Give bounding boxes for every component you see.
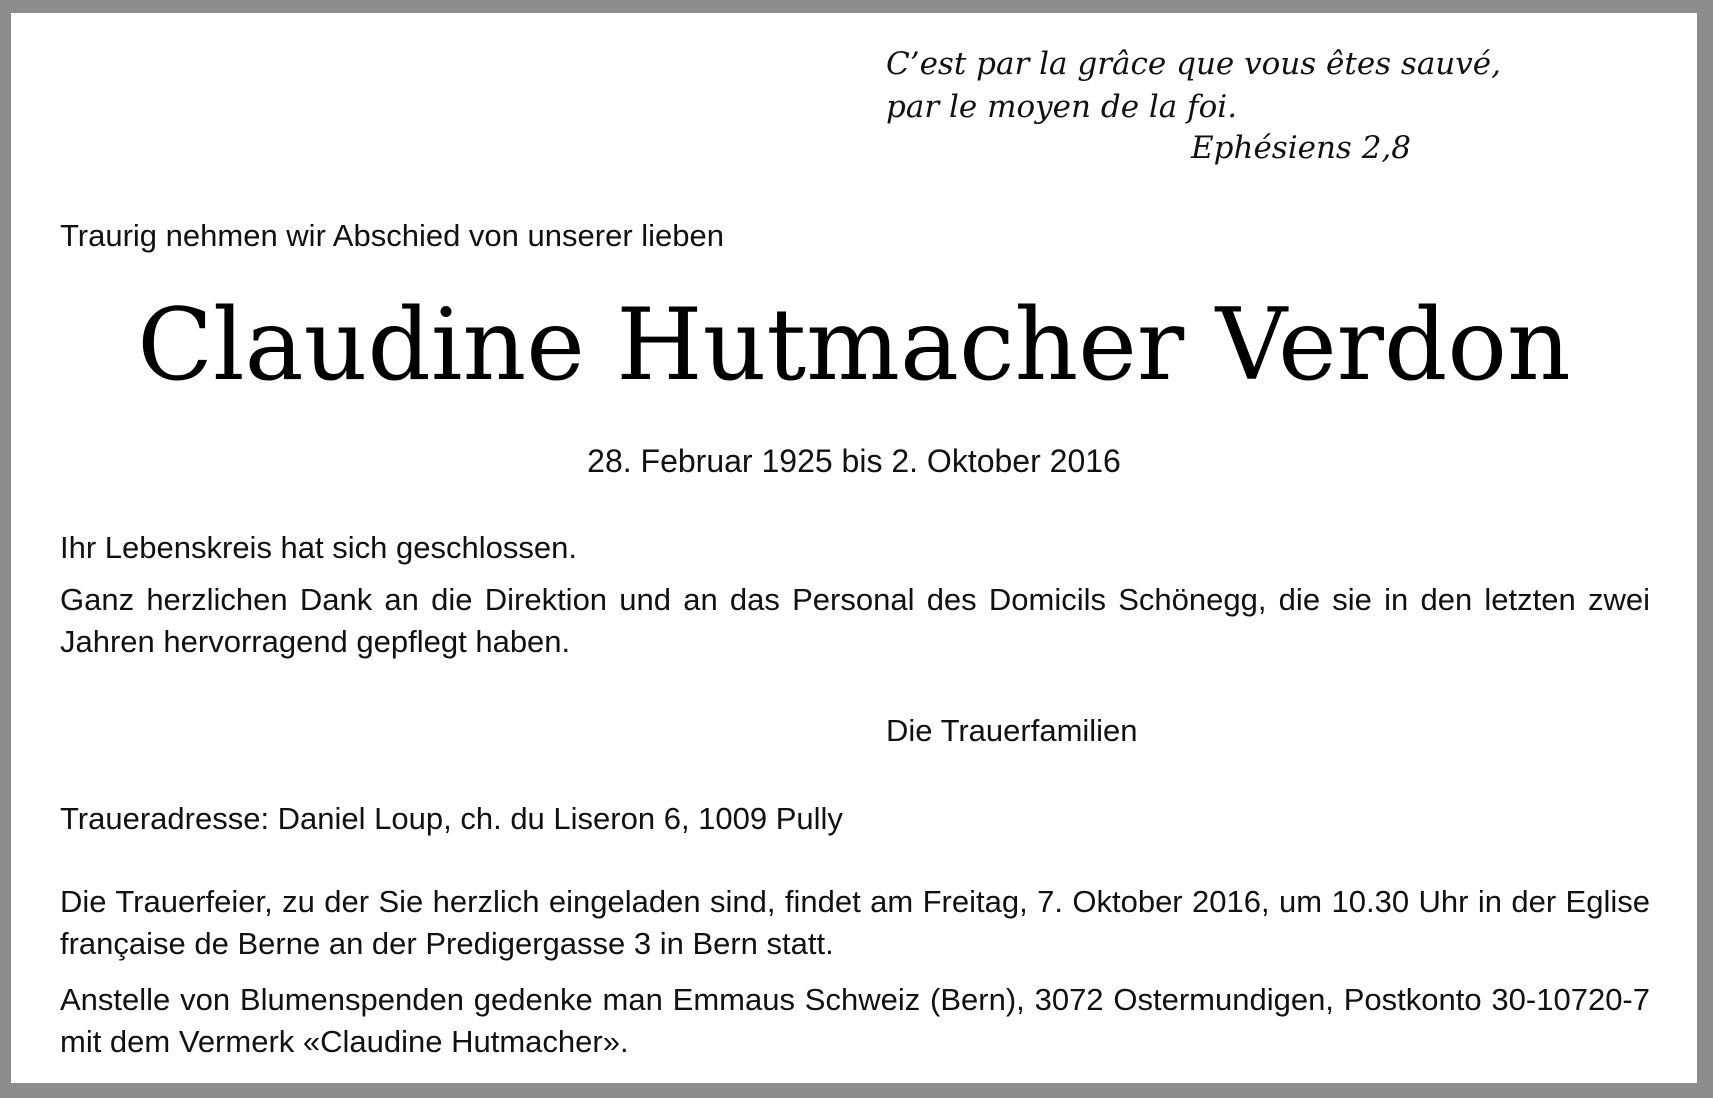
life-circle-text: Ihr Lebenskreis hat sich geschlossen. [60, 530, 577, 565]
obituary-card [11, 13, 1697, 1083]
mourning-address: Traueradresse: Daniel Loup, ch. du Liseron 6, 1009 Pully [60, 801, 843, 836]
signature-families: Die Trauerfamilien [886, 713, 1138, 748]
deceased-name: Claudine Hutmacher Verdon [137, 288, 1571, 403]
life-dates: 28. Februar 1925 bis 2. Oktober 2016 [587, 443, 1121, 479]
donations-text: Anstelle von Blumenspenden gedenke man Emmaus Schweiz (Bern), 3072 Ostermundigen, Postkonto 30-10720-7 mit dem Vermerk «Claudine Hutmacher». [60, 982, 1650, 1059]
verse-reference: Ephésiens 2,8 [1191, 130, 1411, 166]
bible-verse [886, 43, 1501, 170]
thanks-text: Ganz herzlichen Dank an die Direktion und an das Personal des Domicils Schönegg, die sie in den letzten zwei Jahren hervorragend gepflegt haben. [60, 582, 1650, 659]
ceremony-text: Die Trauerfeier, zu der Sie herzlich eingeladen sind, findet am Freitag, 7. Oktober 2016, um 10.30 Uhr in der Eglise française de Berne an der Predigergasse 3 in Bern statt. [60, 884, 1650, 961]
intro-text: Traurig nehmen wir Abschied von unserer lieben [60, 218, 724, 253]
verse-line-2: par le moyen de la foi. [886, 89, 1238, 125]
verse-line-1: C’est par la grâce que vous êtes sauvé, [886, 46, 1501, 82]
